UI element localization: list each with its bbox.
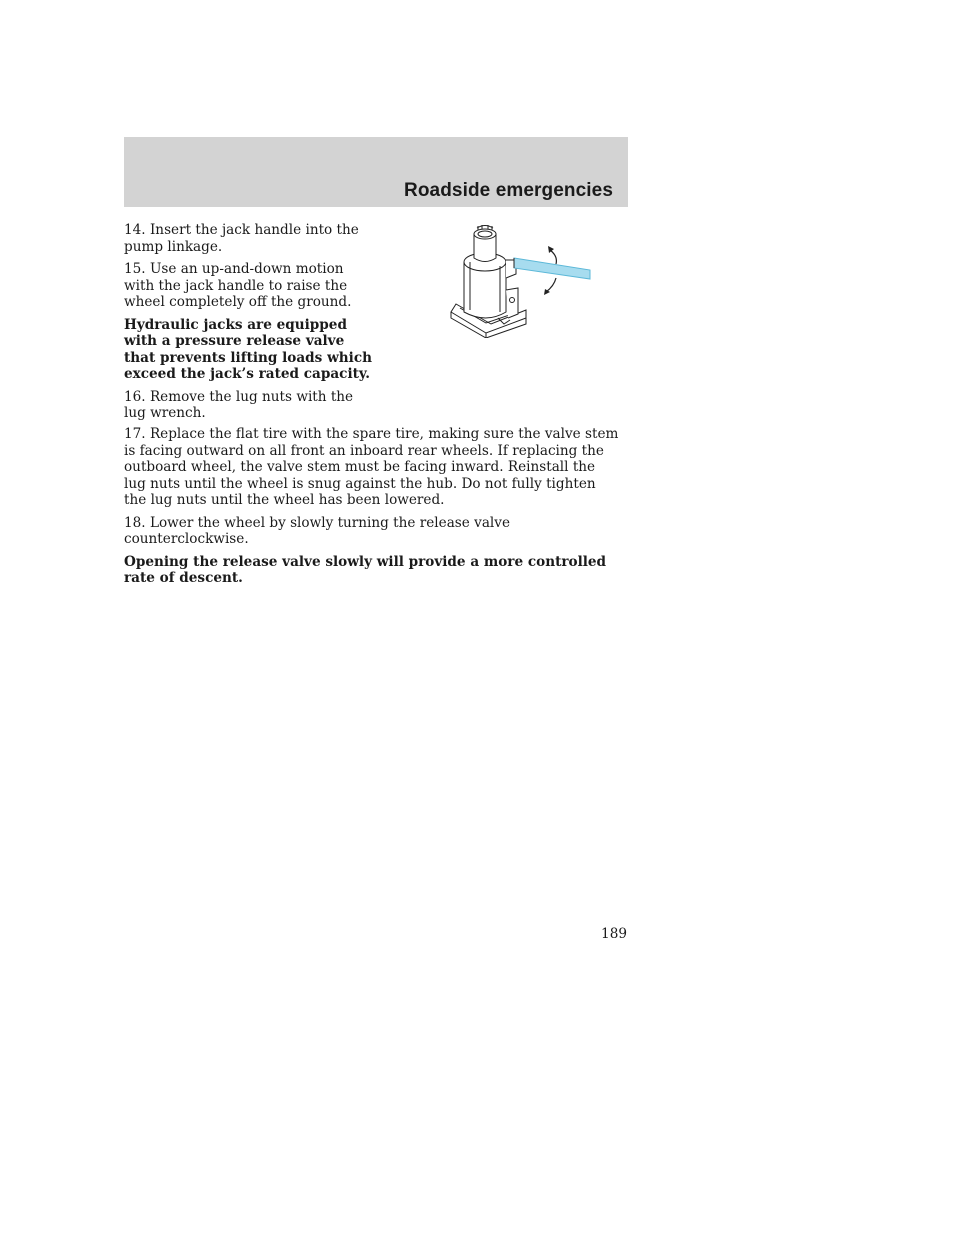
step-15: 15. Use an up-and-down motion with the jack handle to raise the wheel completely off the ground. [124, 261, 352, 310]
hydraulic-jack-note: Hydraulic jacks are equipped with a pressure release valve that prevents lifting loads which exceed the jack’s rated capacity. [124, 316, 372, 382]
section-title: Roadside emergencies [404, 180, 613, 201]
step-16: 16. Remove the lug nuts with the lug wrench. [124, 388, 354, 421]
section-header-band [124, 137, 628, 207]
step-17: 17. Replace the flat tire with the spare tire, making sure the valve stem is facing outward on all front an inboard rear wheels. If replacing the outboard wheel, the valve stem must be facing inward. Reinstall the lug nuts until the wheel is snug against the hub. Do not fully tighten the lug nuts until the wheel has been lowered. [124, 426, 619, 508]
release-valve-note: Opening the release valve slowly will provide a more controlled rate of descent. [124, 553, 607, 586]
instructions-column [124, 222, 374, 428]
hydraulic-jack-icon [446, 220, 596, 338]
instructions-wide [124, 426, 620, 593]
step-14: 14. Insert the jack handle into the pump linkage. [124, 222, 359, 255]
step-18: 18. Lower the wheel by slowly turning the release valve counterclockwise. [124, 514, 510, 547]
page-number: 189 [601, 926, 627, 942]
